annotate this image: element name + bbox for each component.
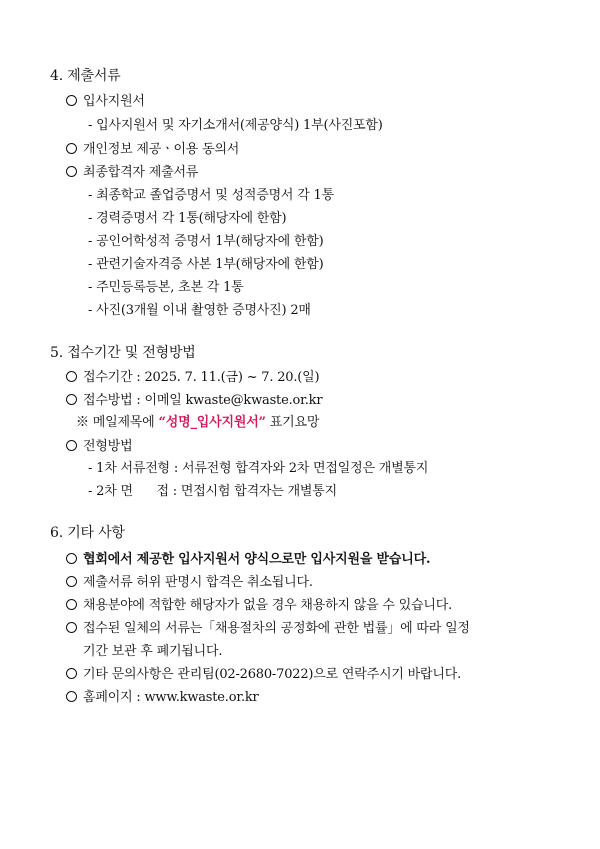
circle-bullet-icon bbox=[66, 371, 77, 382]
final-docs-sub-item: - 경력증명서 각 1통(해당자에 한함) bbox=[88, 211, 287, 226]
email-subject-highlight: “성명_입사지원서” bbox=[158, 415, 266, 430]
selection-method: 전형방법 bbox=[66, 439, 132, 455]
selection-sub-item: - 1차 서류전형 : 서류전형 합격자와 2차 면접일정은 개별통지 bbox=[88, 461, 429, 476]
application-method: 접수방법 : 이메일 kwaste@kwaste.or.kr bbox=[66, 393, 322, 409]
other-item-document-retention-cont: 기간 보관 후 폐기됩니다. bbox=[83, 644, 223, 659]
other-item-official-form: 협회에서 제공한 입사지원서 양식으로만 입사지원을 받습니다. bbox=[66, 552, 430, 568]
selection-sub-item: - 2차 면 접 : 면접시험 합격자는 개별통지 bbox=[88, 484, 338, 499]
final-docs-sub-item: - 관련기술자격증 사본 1부(해당자에 한함) bbox=[88, 257, 324, 272]
section5-heading: 5. 접수기간 및 전형방법 bbox=[50, 345, 196, 361]
final-docs-sub-item: - 최종학교 졸업증명서 및 성적증명서 각 1통 bbox=[88, 188, 334, 203]
final-docs-sub-item: - 사진(3개월 이내 촬영한 증명사진) 2매 bbox=[88, 303, 311, 318]
circle-bullet-icon bbox=[66, 576, 77, 587]
other-item-false-docs: 제출서류 허위 판명시 합격은 취소됩니다. bbox=[66, 575, 313, 591]
other-item-no-hire: 채용분야에 적합한 해당자가 없을 경우 채용하지 않을 수 있습니다. bbox=[66, 598, 452, 614]
circle-bullet-icon bbox=[66, 691, 77, 702]
circle-bullet-icon bbox=[66, 166, 77, 177]
final-docs-sub-item: - 공인어학성적 증명서 1부(해당자에 한함) bbox=[88, 234, 324, 249]
section4-item-consent: 개인정보 제공ㆍ이용 동의서 bbox=[66, 142, 239, 158]
circle-bullet-icon bbox=[66, 394, 77, 405]
other-item-homepage: 홈페이지 : www.kwaste.or.kr bbox=[66, 690, 259, 706]
circle-bullet-icon bbox=[66, 95, 77, 106]
circle-bullet-icon bbox=[66, 668, 77, 679]
application-period: 접수기간 : 2025. 7. 11.(금) ~ 7. 20.(일) bbox=[66, 370, 319, 386]
section4-item-application: 입사지원서 bbox=[66, 94, 145, 110]
final-docs-sub-item: - 주민등록등본, 초본 각 1통 bbox=[88, 280, 244, 295]
other-item-contact: 기타 문의사항은 관리팀(02-2680-7022)으로 연락주시기 바랍니다. bbox=[66, 667, 461, 683]
section4-item-application-detail: - 입사지원서 및 자기소개서(제공양식) 1부(사진포함) bbox=[88, 118, 383, 133]
circle-bullet-icon bbox=[66, 143, 77, 154]
circle-bullet-icon bbox=[66, 622, 77, 633]
circle-bullet-icon bbox=[66, 553, 77, 564]
section4-heading: 4. 제출서류 bbox=[50, 68, 121, 84]
circle-bullet-icon bbox=[66, 599, 77, 610]
other-item-document-retention: 접수된 일체의 서류는「채용절차의 공정화에 관한 법률」에 따라 일정 bbox=[66, 621, 470, 637]
section6-heading: 6. 기타 사항 bbox=[50, 525, 125, 541]
email-subject-note: ※ 메일제목에 “성명_입사지원서” 표기요망 bbox=[76, 415, 320, 430]
circle-bullet-icon bbox=[66, 440, 77, 451]
section4-item-final-docs: 최종합격자 제출서류 bbox=[66, 165, 198, 181]
